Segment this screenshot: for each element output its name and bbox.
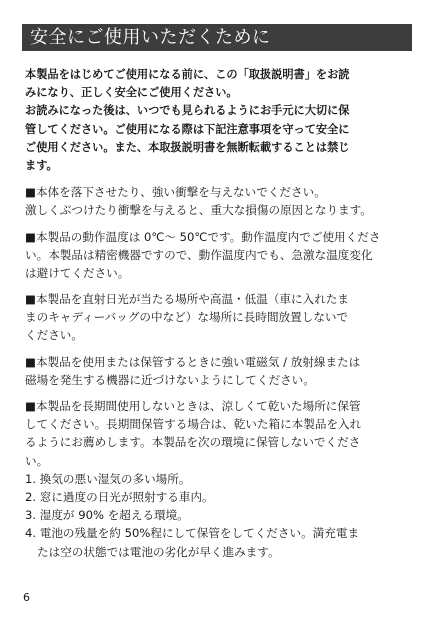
note-long-term-storage xyxy=(25,397,413,470)
note-line: 激しくぶつけたり衝撃を与えると、重大な損傷の原因となります。 xyxy=(25,203,372,218)
intro-line: 本製品をはじめてご使用になる前に、この「取扱説明書」をお読 xyxy=(25,68,350,81)
list-item: 2. 窓に過度の日光が照射する車内。 xyxy=(25,489,214,504)
safety-content xyxy=(25,66,413,561)
note-electromagnetic xyxy=(25,353,413,389)
note-line: ください。 xyxy=(25,328,83,343)
note-line: ■本製品を使用または保管するときに強い電磁気 / 放射線または xyxy=(25,354,361,369)
note-line: るようにお薦めします。本製品を次の環境に保管しないでくださ xyxy=(25,435,361,450)
note-line: ■本製品を直射日光が当たる場所や高温・低温（車に入れたま xyxy=(25,292,349,307)
note-line: ■本製品の動作温度は 0℃～ 50℃です。動作温度内でご使用くださ xyxy=(25,229,381,244)
page-number: 6 xyxy=(23,591,30,604)
note-line: してください。長期間保管する場合は、乾いた箱に本製品を入れ xyxy=(25,417,362,432)
note-line: ■本製品を長期間使用しないときは、涼しくて乾いた場所に保管 xyxy=(25,399,361,413)
note-operating-temperature xyxy=(25,228,413,283)
intro-line: ます。 xyxy=(25,158,58,172)
note-line: 磁場を発生する機器に近づけないようにしてください。 xyxy=(25,372,315,387)
note-line: い。 xyxy=(25,453,49,468)
intro-line: お読みになった後は、いつでも見られるようにお手元に大切に保 xyxy=(25,104,350,118)
note-line: ■本体を落下させたり、強い衝撃を与えないでください。 xyxy=(25,185,326,200)
intro-line: ご使用ください。また、本取扱説明書を無断転載することは禁じ xyxy=(25,140,350,154)
note-drop-impact xyxy=(25,183,413,219)
list-item: 1. 換気の悪い湿気の多い場所。 xyxy=(25,471,191,486)
note-line: は避けてください。 xyxy=(25,265,130,280)
note-direct-sunlight xyxy=(25,290,413,345)
note-line: い。本製品は精密機器ですので、動作温度内でも、急激な温度変化 xyxy=(25,247,373,262)
list-item-continuation: たは空の状態では電池の劣化が早く進みます。 xyxy=(37,544,280,559)
intro-line: 管してください。ご使用になる際は下記注意事項を守って安全に xyxy=(25,122,350,136)
list-item: 4. 電池の残量を約 50%程にして保管をしてください。満充電ま xyxy=(25,526,360,541)
section-title: 安全にご使用いただくために xyxy=(22,24,412,51)
storage-conditions-list xyxy=(25,470,413,561)
intro-line: みになり、正しく安全にご使用ください。 xyxy=(25,86,238,100)
intro-paragraph xyxy=(25,66,413,175)
list-item: 3. 湿度が 90% を超える環境。 xyxy=(25,508,189,523)
note-line: まのキャディーバッグの中など）な場所に長時間放置しないで xyxy=(25,310,349,325)
